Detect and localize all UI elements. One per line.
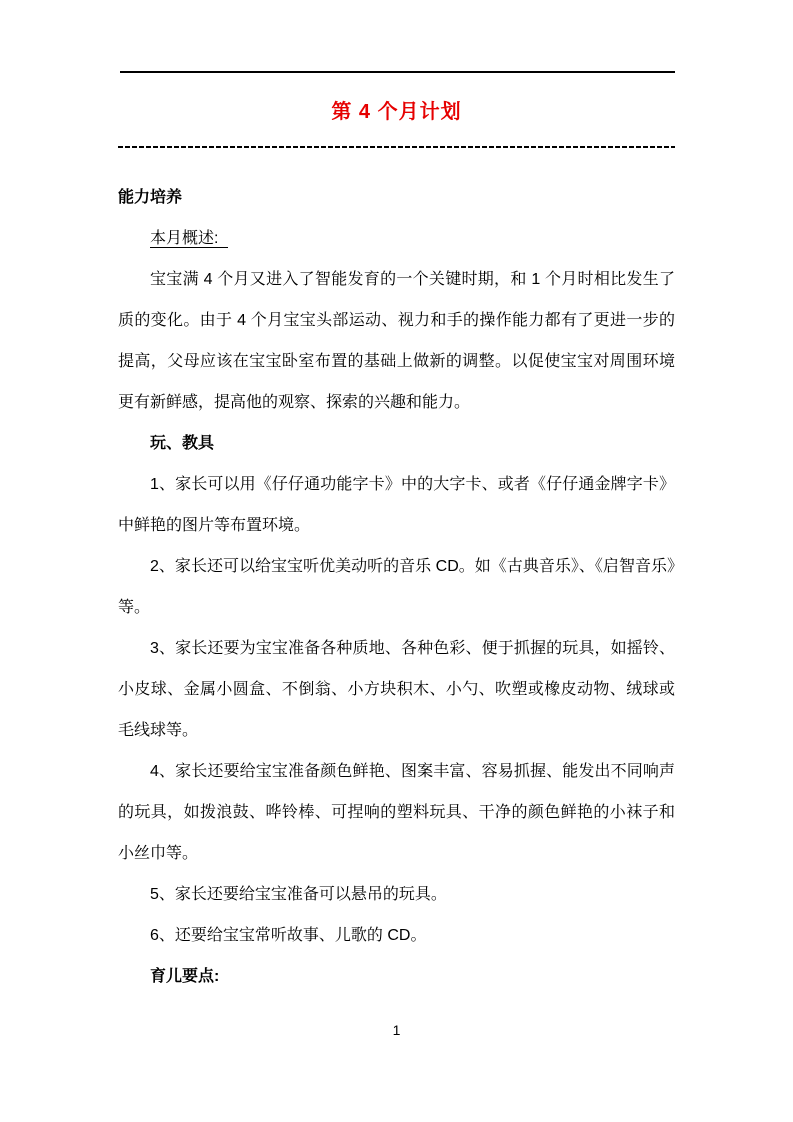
section-heading-parenting: 育儿要点: [150,968,220,985]
toys-item-1: 1、家长可以用《仔仔通功能字卡》中的大字卡、或者《仔仔通金牌字卡》中鲜艳的图片等布置环境。 [118,476,675,534]
toys-item-4: 4、家长还要给宝宝准备颜色鲜艳、图案丰富、容易抓握、能发出不同响声的玩具，如拨浪鼓、哗铃棒、可捏响的塑料玩具、干净的颜色鲜艳的小袜子和小丝巾等。 [118,763,675,862]
document-body [118,177,675,997]
section-heading-ability: 能力培养 [118,189,183,206]
toys-item-5: 5、家长还要给宝宝准备可以悬吊的玩具。 [150,886,447,903]
header-rule [120,71,675,73]
overview-paragraph: 宝宝满 4 个月又进入了智能发育的一个关键时期，和 1 个月时相比发生了质的变化。由于 4 个月宝宝头部运动、视力和手的操作能力都有了更进一步的提高，父母应该在宝宝卧室布置的基础上做新的调整。以促使宝宝对周围环境更有新鲜感，提高他的观察、探索的兴趣和能力。 [118,271,675,411]
document-title: 第 4 个月计划 [331,101,462,123]
toys-item-3: 3、家长还要为宝宝准备各种质地、各种色彩、便于抓握的玩具，如摇铃、小皮球、金属小圆盒、不倒翁、小方块积木、小勺、吹塑或橡皮动物、绒球或毛线球等。 [118,640,675,739]
page-number: 1 [392,1022,401,1038]
overview-label: 本月概述: [150,230,228,248]
overview-label-line [118,218,675,259]
dashed-divider [118,146,675,148]
section-heading-toys: 玩、教具 [150,435,215,452]
toys-item-6: 6、还要给宝宝常听故事、儿歌的 CD。 [150,927,427,944]
toys-item-2: 2、家长还可以给宝宝听优美动听的音乐 CD。如《古典音乐》、《启智音乐》等。 [118,558,675,616]
